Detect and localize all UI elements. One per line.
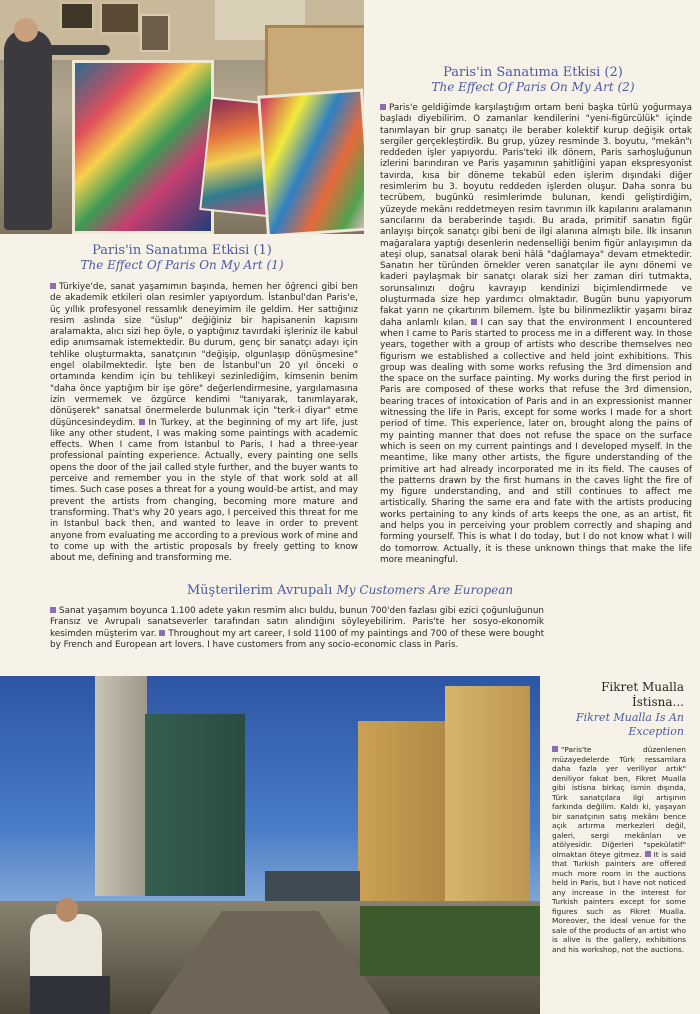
bullet-icon bbox=[139, 419, 145, 425]
library-towers-photo bbox=[0, 676, 540, 1014]
sidebar-subtitle-line1: Fikret Mualla Is An bbox=[575, 711, 684, 724]
sidebar-subtitle-line2: Exception bbox=[628, 725, 684, 738]
section1-title: Paris'in Sanatıma Etkisi (1) bbox=[92, 243, 272, 258]
section2-title: Paris'in Sanatıma Etkisi (2) bbox=[443, 65, 623, 80]
section2-text-en: I can say that the environment I encountered when I came to Paris started to process me in a different way. In those years, together with a group of artists who describe themselves neo figurism we established a collective and held joint exhibitions. This group was dealing with some works refusing the 3rd dimension and the space on the surface painting. My works during the first period in Paris are composed of these works that refuse the 3rd dimension, bearing traces of intoxication of Paris and in an expressionist manner witnessing the life in Paris, except for some works I made for a short period of time. This experience, later on, brought along the pains of my painting manner that does not refuse the space on the surface which is seen on my current paintings and I developed myself. In the meantime, like many other artists, the figure understanding of the primitive art had already incorporated me in its field. The causes of the patterns drawn by the first humans in the caves light the fire of my figure understanding, and and still continues to affect me artistically. Sharing the same era and fate with the artists producing works pertaining to any kinds of arts keeps the one, as an artist, fit and helps you in perceiving your problem correctly and shaping and forming yourself. This is what I do today, but I do not know what I will do tomorrow. Actually, it is these unknown things that make the life more meaningful. bbox=[380, 317, 693, 565]
section3-title: Müşterilerim Avrupalı bbox=[186, 583, 333, 598]
section3-subtitle: My Customers Are European bbox=[336, 583, 514, 597]
section1-text bbox=[50, 282, 358, 592]
section3-text-tr: Sanat yaşamım boyunca 1.100 adete yakın resmim alıcı buldu, bunun 700'den fazlası gibi ezici çoğunluğunun Fransız ve Avrupalı sanatseverler tarafından satın alındığını söyleyebilirim. Paris'te her sosyo-ekonomik kesimden müşterim var. bbox=[50, 606, 544, 639]
sidebar-text bbox=[552, 745, 686, 1011]
bullet-icon bbox=[50, 607, 56, 613]
section1-subtitle: The Effect Of Paris On My Art (1) bbox=[80, 258, 284, 272]
bullet-icon bbox=[380, 104, 386, 110]
artist-studio-photo bbox=[0, 0, 364, 234]
bullet-icon bbox=[159, 630, 165, 636]
section3-heading bbox=[0, 583, 700, 598]
section3-text-en: Throughout my art career, I sold 1100 of my paintings and 700 of these were bought by French and European art lovers. I have customers from any socio-economic class in Paris. bbox=[50, 628, 545, 650]
section2-text-tr: Paris'e geldiğimde karşılaştığım ortam beni başka türlü yoğurmaya başladı diyebilirim. O zamanlar kendilerini "yeni-figürcülük" içinde tanımlayan bir grup sanatçı ile beraber kolektif kurup değişik ortak sergiler gerçekleştirdik. Bu grup, yüzey resminde 3. boyutu, "mekân"ı reddeden işler yapıyordu. Paris'teki ilk dönem, Paris sarhoşluğunun izlerini barındıran ve Paris yaşamının şahitliğini yapan ekspresyonist tavırda, kısa bir döneme tekabül eden işlerim dışındaki diğer resimlerim bu 3. boyutu reddeden işlerden oluşur. Daha sonra bu tecrübem, bugünkü resimlerimde bulunan, kendi geliştirdiğim, yüzeyde mekânı reddetmeyen resim tavrımın ilk kapılarını aralamanın sancılarını da beraberinde taşıdı. Bu arada, primitif sanatın figür anlayışı birçok sanatçı gibi beni de ilgi alanına almıştı bile. İlk insanın mağaralara yaptığı desenlerin nedenselliği benim figür anlayışımın da ateşi olup, sanatsal olarak beni hâlâ "dağlamaya" devam etmektedir. Sanatın her türünden örnekler veren sanatçılar ile aynı dönemi ve kaderi paylaşmak bir sanatçı olarak sizi her zaman diri tutmakta, sorunsalınızı doğru kavrayıp kendinizi biçimlendirmede ve oluşturmada size hep yardımcı olmaktadır. Bugün bunu yapıyorum fakat yarın ne çıkartırım bilemem. İşte bu bilinmezliktir yaşamı biraz daha anlamlı kılan. bbox=[380, 103, 692, 328]
bullet-icon bbox=[645, 851, 651, 857]
bullet-icon bbox=[552, 746, 558, 752]
section3-text bbox=[50, 606, 544, 666]
section1-text-en: In Turkey, at the beginning of my art life, just like any other student, I was making some paintings with academic effects. When I came from Istanbul to Paris, I had a three-year professional painting experience. Actually, every painting one sells opens the door of the jail called style further, and the buyer wants to perceive and remember you in the style of that work sold at all times. Such case poses a threat for a young would-be artist, and may prevent the artists from changing, becoming more mature and transforming. That's why 20 years ago, I perceived this threat for me in Istanbul back then, and wanted to leave in order to prevent anyone from evaluating me according to a previous work of mine and to come up with the artistic proposals by freely getting to know about me, defining and transforming me. bbox=[50, 417, 359, 564]
sidebar-text-tr: "Paris'te düzenlenen müzayedelerde Türk ressamlara daha fazla yer veriliyor artık" deniliyor fakat ben, Fikret Mualla gibi istisna birkaç ismin dışında, Türk sanatçılara ilgi artışının farkında değilim. Kaldı ki, yaşayan bir sanatçının satış mekânı bence açık artırma merkezleri değil, galeri, sergi mekânları ve atölyesidir. Diğerleri "spekülatif" olmaktan öteye gitmez. bbox=[552, 745, 686, 859]
sidebar-text-en: It is said that Turkish painters are offered much more room in the auctions held in Paris, but I have not noticed any increase in the interest for Turkish painters except for some figures such as Fikret Mualla. Moreover, the ideal venue for the sale of the products of an artist who is alive is the gallery, exhibitions and his workshop, not the auctions. bbox=[552, 849, 686, 954]
bullet-icon bbox=[471, 319, 477, 325]
sidebar-title-line1: Fikret Mualla bbox=[601, 680, 684, 694]
bullet-icon bbox=[50, 283, 56, 289]
section1-text-tr: Türkiye'de, sanat yaşamımın başında, hemen her öğrenci gibi ben de akademik etkileri olan resimler yapıyordum. İstanbul'dan Paris'e, üç yıllık profesyonel ressamlık deneyimim ile geldim. Her sattığınız resim aslında size "üslup" değiğiniz bir hapisanenin kapısını aralamakta, alıcı sizi hep öyle, o yaptığınız tavırdaki işleriniz ile kabul edip anımsamak istemektedir. Bu durum, genç bir sanatçı adayı için tehlike oluşturmakta, sanatçının "değişip, olgunlaşıp dönüşmesine" engel olabilmektedir. İşte ben de İstanbul'un 20 yıl önceki o ortamında kendim için bu tehlikeyi sezinlediğim, kimsenin benim "daha önce yaptığım bir işe göre" değerlendirmesine, yargılamasına izin vermemek ve özgürce kendimi "tanıyarak, tanımlayarak, dönüşerek" sanatsal önermelerde bulunmak için "terk-i diyar" etme düşüncesindeydim. bbox=[50, 282, 358, 428]
section2-text bbox=[380, 103, 692, 571]
section2-subtitle: The Effect Of Paris On My Art (2) bbox=[431, 80, 635, 94]
sidebar-title-line2: İstisna... bbox=[631, 695, 684, 709]
